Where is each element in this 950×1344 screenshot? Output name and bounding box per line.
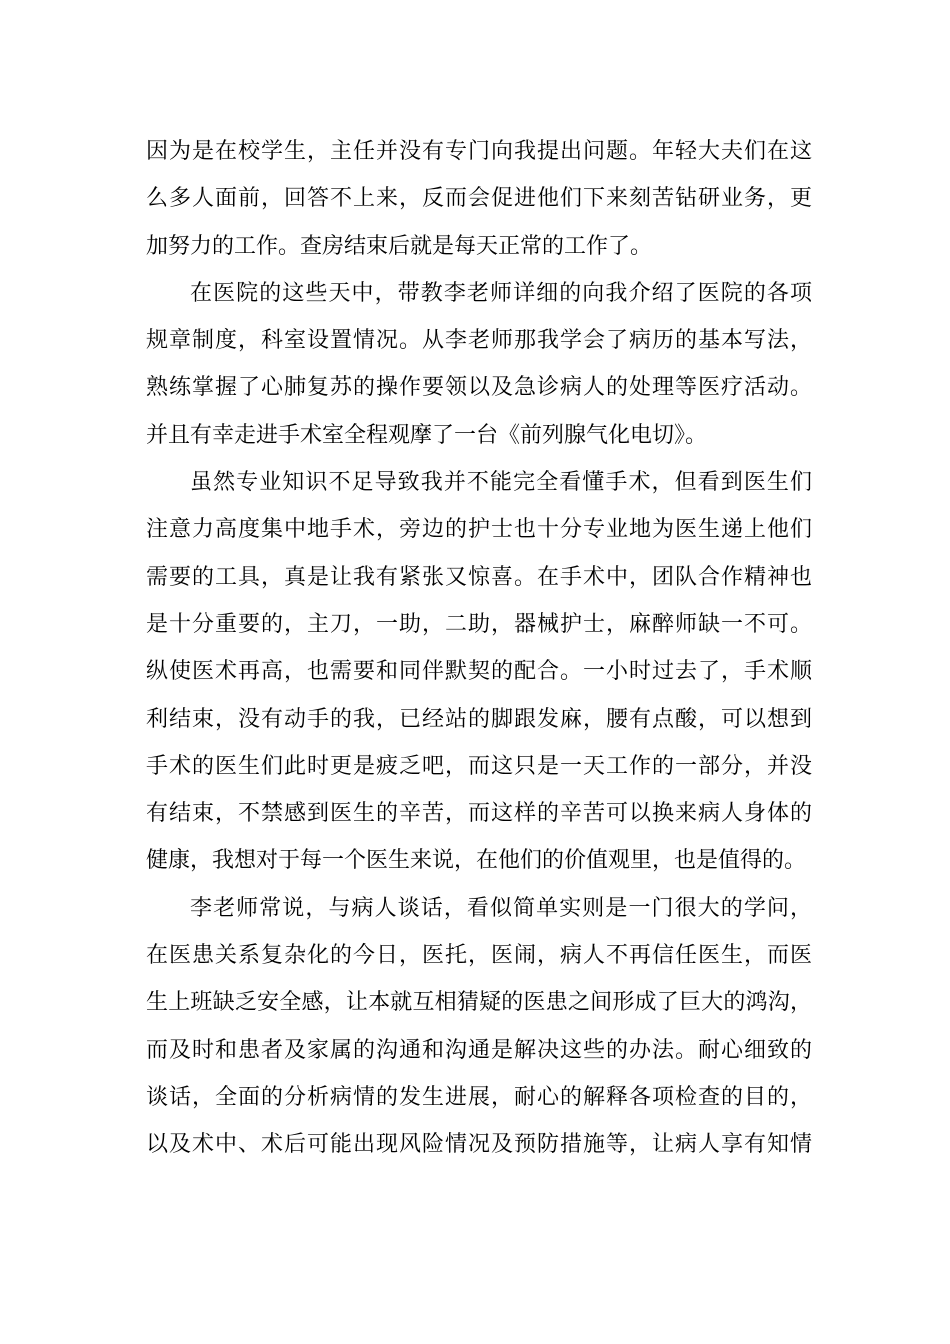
paragraph-4-line-6: 以及术中、术后可能出现风险情况及预防措施等，让病人享有知情	[146, 1132, 812, 1158]
paragraph-3-line-6: 利结束，没有动手的我，已经站的脚跟发麻，腰有点酸，可以想到	[146, 706, 812, 732]
paragraph-3-line-5: 纵使医术再高，也需要和同伴默契的配合。一小时过去了，手术顺	[146, 659, 812, 685]
paragraph-3-line-4: 是十分重要的，主刀，一助，二助，器械护士，麻醉师缺一不可。	[146, 611, 812, 637]
paragraph-3-line-1: 虽然专业知识不足导致我并不能完全看懂手术，但看到医生们	[190, 470, 812, 496]
paragraph-2-line-4: 并且有幸走进手术室全程观摩了一台《前列腺气化电切》。	[146, 422, 708, 448]
paragraph-4-line-1: 李老师常说，与病人谈话，看似简单实则是一门很大的学问，	[190, 895, 812, 921]
paragraph-1-line-2: 么多人面前，回答不上来，反而会促进他们下来刻苦钻研业务，更	[146, 186, 812, 212]
paragraph-3-line-3: 需要的工具，真是让我有紧张又惊喜。在手术中，团队合作精神也	[146, 564, 812, 590]
paragraph-4-line-5: 谈话，全面的分析病情的发生进展，耐心的解释各项检查的目的，	[146, 1084, 812, 1110]
paragraph-2-line-3: 熟练掌握了心肺复苏的操作要领以及急诊病人的处理等医疗活动。	[146, 375, 812, 401]
paragraph-2-line-2: 规章制度，科室设置情况。从李老师那我学会了病历的基本写法，	[146, 328, 812, 354]
paragraph-1-line-1: 因为是在校学生，主任并没有专门向我提出问题。年轻大夫们在这	[146, 139, 812, 164]
document-body	[146, 128, 812, 1169]
paragraph-3-line-8: 有结束，不禁感到医生的辛苦，而这样的辛苦可以换来病人身体的	[146, 801, 812, 827]
paragraph-3-line-7: 手术的医生们此时更是疲乏吧，而这只是一天工作的一部分，并没	[146, 753, 812, 779]
paragraph-1-line-3: 加努力的工作。查房结束后就是每天正常的工作了。	[146, 233, 653, 259]
paragraph-4-line-4: 而及时和患者及家属的沟通和沟通是解决这些的办法。耐心细致的	[146, 1037, 812, 1063]
paragraph-2-line-1: 在医院的这些天中，带教李老师详细的向我介绍了医院的各项	[190, 280, 812, 306]
paragraph-4-line-3: 生上班缺乏安全感，让本就互相猜疑的医患之间形成了巨大的鸿沟，	[146, 990, 812, 1016]
paragraph-3-line-2: 注意力高度集中地手术，旁边的护士也十分专业地为医生递上他们	[146, 517, 812, 543]
paragraph-4-line-2: 在医患关系复杂化的今日，医托，医闹，病人不再信任医生，而医	[146, 943, 812, 969]
paragraph-3-line-9: 健康，我想对于每一个医生来说，在他们的价值观里，也是值得的。	[146, 848, 807, 874]
